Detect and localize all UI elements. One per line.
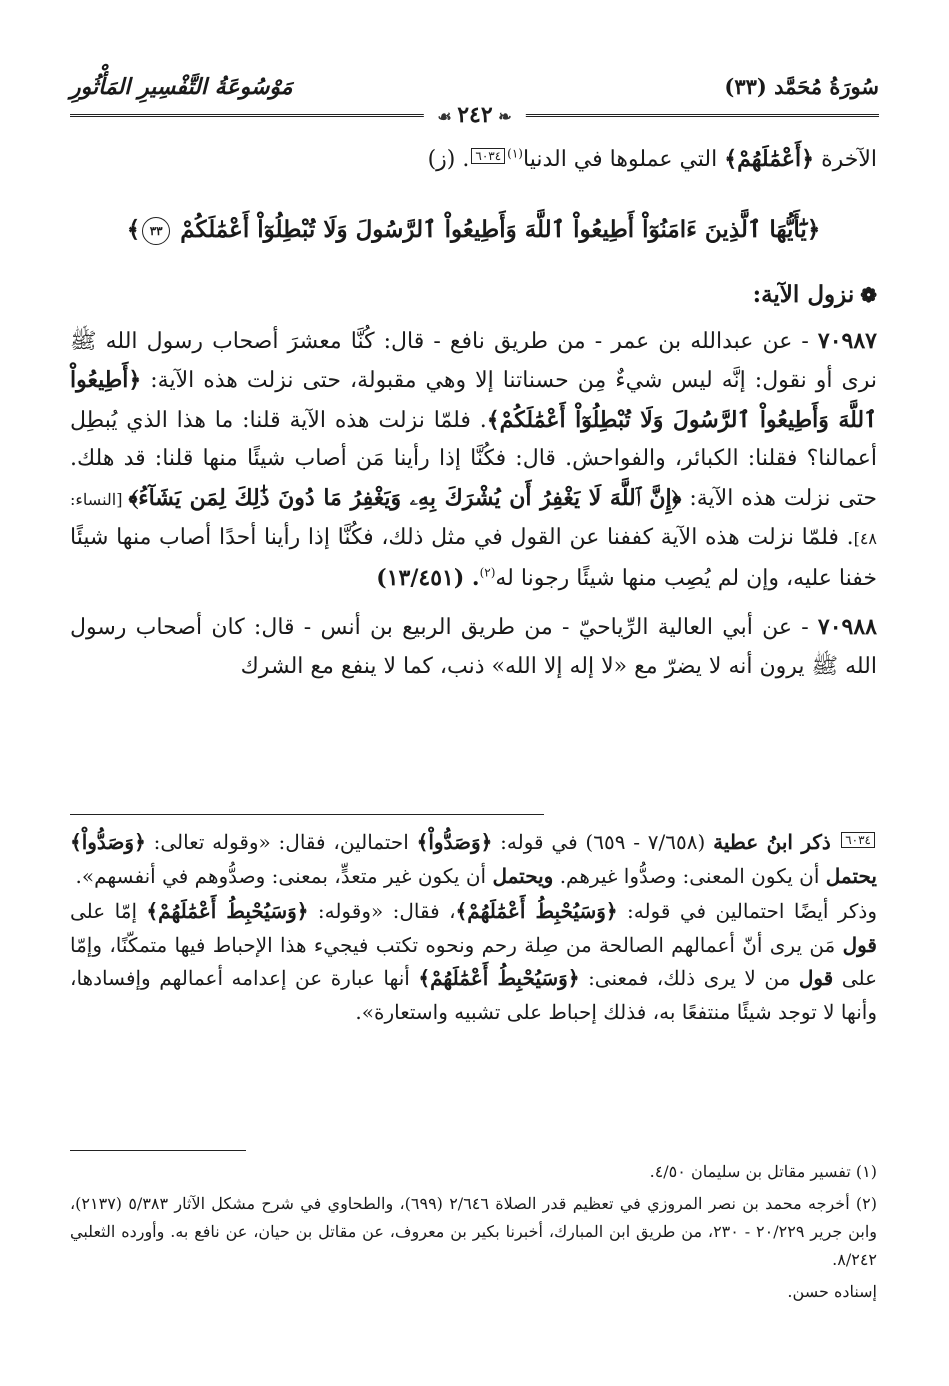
- quran-quote: ﴿إِنَّ ٱللَّهَ لَا يَغْفِرُ أَن يُشْرَكَ بِهِۦ وَيَغْفِرُ مَا دُونَ ذَٰلِكَ لِمَن يَشَآءُ﴾: [128, 484, 682, 511]
- quran-quote: ﴿وَصَدُّواْ﴾: [416, 830, 493, 854]
- hadith-entry: ٧٠٩٨٧ - عن عبدالله بن عمر - من طريق نافع - قال: كُنَّا معشرَ أصحاب رسول الله ﷺ نرى أو نقول: إنَّه ليس شيءٌ مِن حسناتنا إلا وهي مقبولة، حتى نزلت هذه الآية: ﴿أَطِيعُواْ ٱللَّهَ وَأَطِيعُواْ ٱلرَّسُولَ وَلَا تُبْطِلُوٓاْ أَعْمَٰلَكُمْ﴾. فلمّا نزلت هذه الآية قلنا: ما هذا الذي يُبطِل أعمالنا؟ فقلنا: الكبائر، والفواحش. قال: فكُنَّا إذا رأينا مَن أصاب شيئًا منها قلنا: قد هلك. حتى نزلت هذه الآية: ﴿إِنَّ ٱللَّهَ لَا يَغْفِرُ أَن يُشْرَكَ بِهِۦ وَيَغْفِرُ مَا دُونَ ذَٰلِكَ لِمَن يَشَآءُ﴾ [النساء: ٤٨]. فلمّا نزلت هذه الآية كففنا عن القول في مثل ذلك، فكُنَّا إذا رأينا أحدًا أصاب منها شيئًا خفنا عليه، وإن لم يُصِب منها شيئًا رجونا له$^{(٢)}$. (١٣/٤٥١): [70, 327, 878, 591]
- footnote-ref: (٢): [479, 565, 496, 580]
- quran-quote: ﴿وَسَيُحْبِطُ أَعْمَٰلَهُمْ﴾: [418, 966, 580, 990]
- commentary-ref-box: ٦٠٣٤: [841, 832, 875, 848]
- commentary-paragraph: ٦٠٣٤ ذكر ابنُ عطية (٧/٦٥٨ - ٦٥٩) في قوله: ﴿وَصَدُّواْ﴾ احتمالين، فقال: «وقوله تعالى: ﴿وَصَدُّواْ﴾ يحتمل أن يكون المعنى: وصدُّوا غيرهم. ويحتمل أن يكون غير متعدٍّ، بمعنى: وصدُّوهم في أنفسهم».: [70, 830, 877, 888]
- footnote-ref: (١): [507, 146, 523, 161]
- ornament-icon: ❧: [492, 107, 512, 126]
- quran-verse: ﴿يَٰٓأَيُّهَا ٱلَّذِينَ ءَامَنُوٓاْ أَطِيعُواْ ٱللَّهَ وَأَطِيعُواْ ٱلرَّسُولَ وَلَا تُبْطِلُوٓاْ أَعْمَٰلَكُمْ ٣٣﴾: [126, 215, 821, 243]
- commentary-paragraph: وذكر أيضًا احتمالين في قوله: ﴿وَسَيُحْبِطُ أَعْمَٰلَهُمْ﴾، فقال: «وقوله: ﴿وَسَيُحْبِطُ أَعْمَٰلَهُمْ﴾ إمّا على قول مَن يرى أنّ أعمالهم الصالحة من صِلة رحم ونحوه تكتب فيجيء هذا الإحباط فيها متمكّنًا، وإمّا على قول من لا يرى ذلك، فمعنى: ﴿وَسَيُحْبِطُ أَعْمَٰلَهُمْ﴾ أنها عبارة عن إعدامه أعمالهم وإفسادها، وأنها لا توجد شيئًا منتفعًا به، فذلك إحباط على تشبيه واستعارة».: [70, 899, 877, 1024]
- quran-quote: ﴿وَسَيُحْبِطُ أَعْمَٰلَهُمْ﴾: [455, 899, 618, 923]
- footnote-item: إسناده حسن.: [787, 1282, 877, 1301]
- hadith-number: ٧٠٩٨٨: [817, 614, 877, 640]
- footnote-separator: [70, 1150, 246, 1151]
- verse-text: ﴿يَٰٓأَيُّهَا ٱلَّذِينَ ءَامَنُوٓاْ أَطِيعُواْ ٱللَّهَ وَأَطِيعُواْ ٱلرَّسُولَ وَلَا تُبْطِلُوٓاْ أَعْمَٰلَكُمْ: [180, 215, 821, 243]
- page-number-block: [423, 102, 525, 128]
- flower-icon: ❁: [860, 282, 877, 307]
- footnotes: [70, 1158, 877, 1306]
- ornament-icon: ☙: [437, 107, 458, 126]
- quran-quote: ﴿أَطِيعُواْ ٱللَّهَ وَأَطِيعُواْ ٱلرَّسُولَ وَلَا تُبْطِلُوٓاْ أَعْمَٰلَكُمْ﴾: [70, 367, 877, 433]
- hadith-number: ٧٠٩٨٧: [817, 327, 877, 354]
- book-title: مَوْسُوعَةُ التَّفْسِيرِ المَأْثُورِ: [70, 74, 293, 100]
- top-text: الآخرة ﴿أَعْمَٰلَهُمْ﴾ التي عملوها في الدنيا$^{(١)}$٦٠٣٤. (ز): [427, 146, 877, 172]
- quran-quote: ﴿وَصَدُّواْ﴾: [70, 830, 146, 854]
- section-heading-text: نزول الآية:: [752, 280, 855, 308]
- footnote-item: (١) تفسير مقاتل بن سليمان ٤/٥٠.: [649, 1162, 877, 1181]
- author-name: ابنُ عطية: [713, 830, 793, 854]
- page-header: [70, 70, 879, 130]
- volume-citation: . (١٣/٤٥١): [376, 564, 480, 591]
- surah-title: سُورَةُ مُحَمَّد (٣٣): [724, 74, 879, 99]
- commentary-ref-box: ٦٠٣٤: [471, 148, 505, 164]
- quran-quote: ﴿وَسَيُحْبِطُ أَعْمَٰلَهُمْ﴾: [146, 899, 309, 923]
- main-content: [70, 140, 877, 686]
- commentary-separator: [70, 814, 544, 815]
- verse-source: [النساء: ٤٨]: [70, 489, 877, 548]
- verse-number: ٣٣: [142, 217, 170, 245]
- section-heading: [70, 276, 877, 314]
- quran-quote: ﴿أَعْمَٰلَهُمْ﴾: [724, 146, 815, 172]
- commentary-section: [70, 826, 877, 1029]
- footnote-item: (٢) أخرجه محمد بن نصر المروزي في تعظيم قدر الصلاة ٢/٦٤٦ (٦٩٩)، والطحاوي في شرح مشكل الآثار ٥/٣٨٣ (٢١٣٧)، وابن جرير ٢٠/٢٢٩ - ٢٣٠، من طريق ابن المبارك، أخبرنا بكير بن معروف، عن مقاتل بن حيان، عن نافع به. وأورده الثعلبي ٨/٢٤٢.: [70, 1194, 878, 1269]
- page-number: ٢٤٢: [457, 102, 493, 128]
- hadith-entry: ٧٠٩٨٨ - عن أبي العالية الرِّياحيّ - من طريق الربيع بن أنس - قال: كان أصحاب رسول الله ﷺ يرون أنه لا يضرّ مع «لا إله إلا الله» ذنب، كما لا ينفع مع الشرك: [70, 614, 877, 679]
